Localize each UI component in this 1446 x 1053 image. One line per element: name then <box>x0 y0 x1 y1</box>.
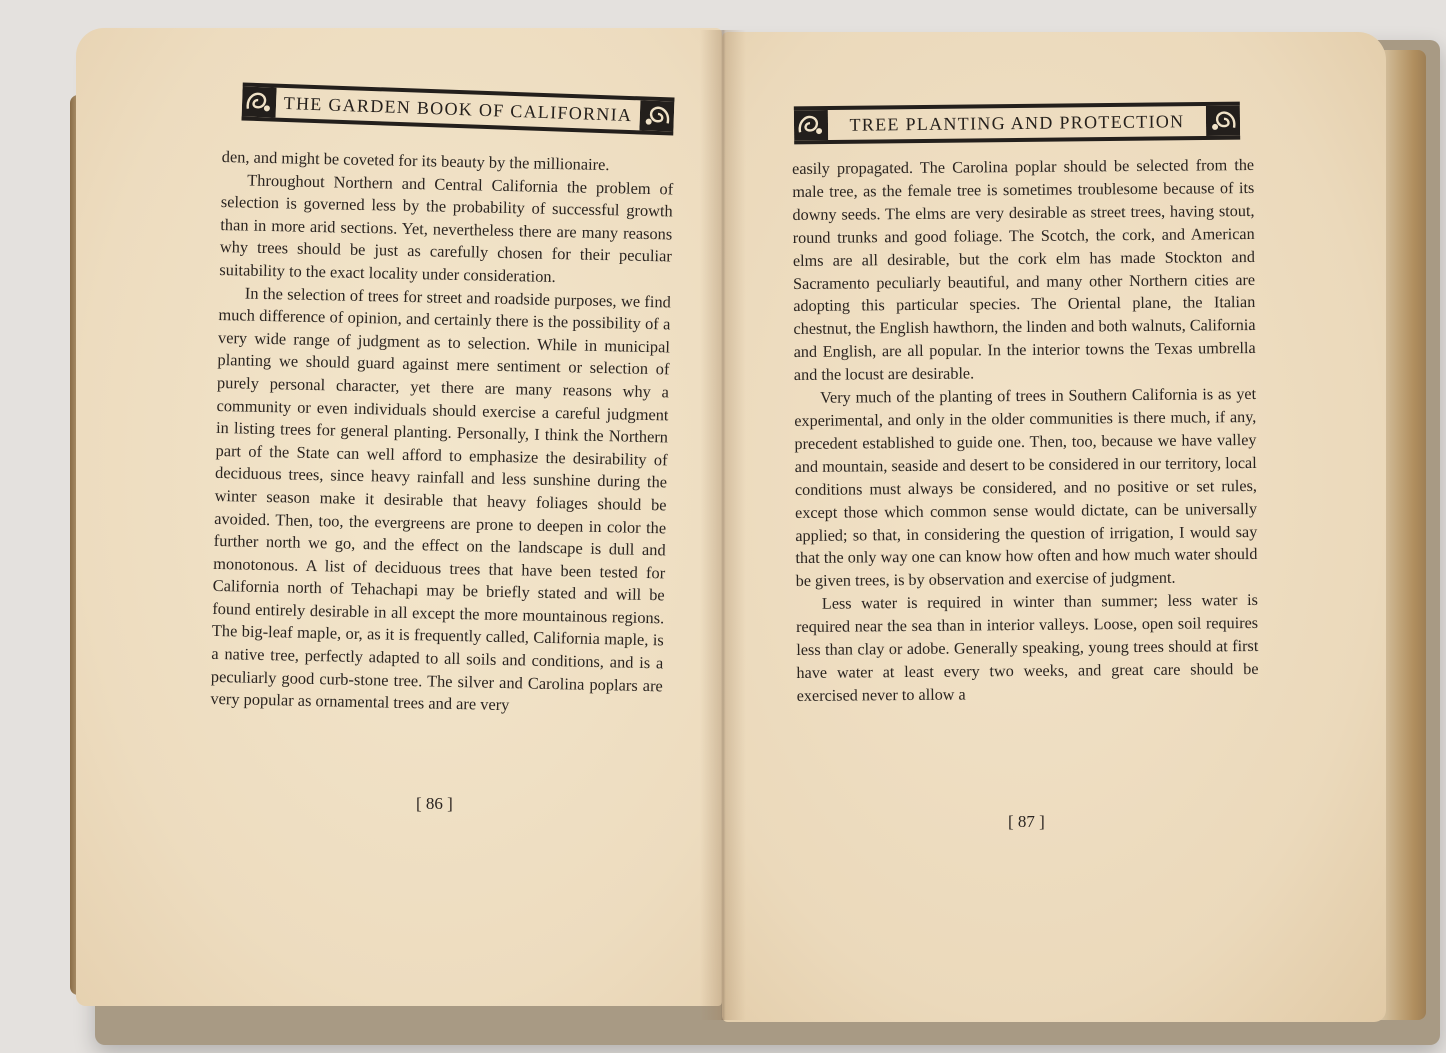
paragraph: den, and might be coveted for its beauty by the millionaire. <box>221 146 610 175</box>
paragraph: In the selection of trees for street and roadside purposes, we find much difference of opinion, and certainly there is the possibility of a very wide range of judgment as to selection. While in municipal planting we should guard against mere sentiment or selection of purely personal character, yet there are many reasons why a community or even individuals should exercise a careful judgment in listing trees for general planting. Personally, I think the Northern part of the State can well afford to emphasize the desirability of deciduous trees, since heavy rainfall and less sunshine during the winter season make it desirable that heavy foliages should be avoided. Then, too, the evergreens are prone to deepen in color the further north we go, and the effect on the landscape is dull and monotonous. A list of deciduous trees that have been tested for California north of Tehachapi may be briefly stated and will be found entirely desirable in all except the more mountainous regions. The big-leaf maple, or, as it is frequently called, California maple, is a native tree, perfectly adapted to all soils and conditions, and is a peculiarly good curb-stone tree. The silver and Carolina poplars are very popular as ornamental trees and are very <box>210 283 672 715</box>
paragraph: Throughout Northern and Central California the problem of selection is governed less by the probability of successful growth than in more arid sections. Yet, nevertheless there are many reasons why trees should be just as carefully chosen for their peculiar suitability to the exact locality under consideration. <box>219 170 674 286</box>
ornament-icon <box>242 86 277 117</box>
page-number: [ 87 ] <box>1008 812 1045 831</box>
running-header-title: THE GARDEN BOOK OF CALIFORNIA <box>283 92 633 125</box>
running-header-title: TREE PLANTING AND PROTECTION <box>849 110 1185 135</box>
page-number: [ 86 ] <box>416 794 453 813</box>
book-gutter <box>700 30 746 1020</box>
paragraph: Less water is required in winter than summer; less water is required near the sea than in interior valleys. Loose, open soil requires less than clay or adobe. Generally speaking, young trees should at first have water at least every two weeks, and great care should be exercised never to allow a <box>796 591 1259 705</box>
ornament-icon <box>639 100 674 131</box>
ornament-icon <box>1206 106 1240 136</box>
left-running-header <box>241 82 674 135</box>
right-running-header <box>794 102 1240 145</box>
left-body-text <box>210 146 674 720</box>
ornament-icon <box>794 110 828 140</box>
right-body-text <box>792 154 1259 708</box>
paragraph: easily propagated. The Carolina poplar should be selected from the male tree, as the female tree is sometimes troublesome because of its downy seeds. The elms are very desirable as street trees, having stout, round trunks and good foliage. The Scotch, the cork, and American elms are all desirable, but the cork elm has made Stockton and Sacramento peculiarly beautiful, and many other Northern cities are adopting this particular species. The Oriental plane, the Italian chestnut, the English hawthorn, the linden and both walnuts, California and English, are all popular. In the interior towns the Texas umbrella and the locust are desirable. <box>792 155 1256 385</box>
paragraph: Very much of the planting of trees in Southern California is as yet experimental, and only in the older communities is there much, if any, precedent established to guide one. Then, too, because we have valley and mountain, seaside and desert to be considered in our territory, local conditions must always be considered, and no positive or set rules, except those which common sense would dictate, can be universally applied; so that, in considering the question of irrigation, I would say that the only way one can know how often and how much water should be given trees, is by observation and exercise of judgment. <box>794 385 1258 591</box>
right-page <box>722 32 1386 1022</box>
left-page <box>76 28 722 1006</box>
